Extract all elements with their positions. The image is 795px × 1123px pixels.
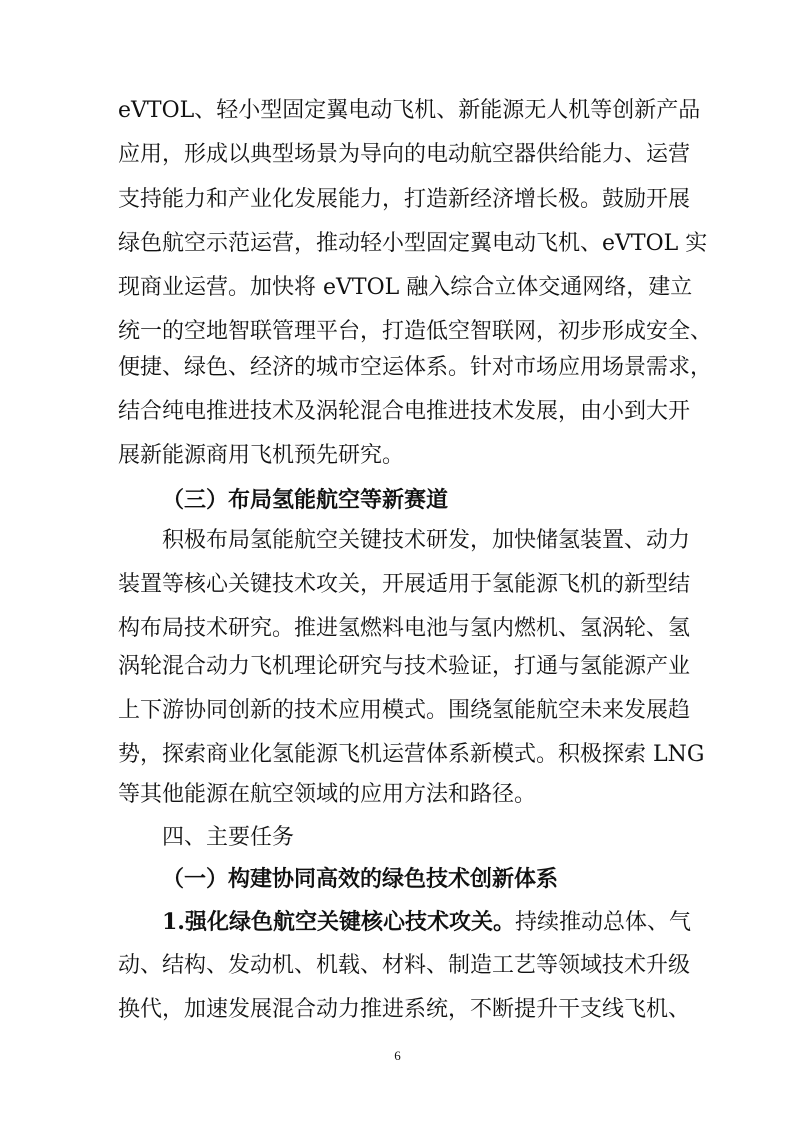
paragraph-line: eVTOL、轻小型固定翼电动飞机、新能源无人机等创新产品 — [118, 98, 701, 123]
paragraph-line: 构布局技术研究。推进氢燃料电池与氢内燃机、氢涡轮、氢 — [118, 616, 691, 641]
section-heading-1: （一）构建协同高效的绿色技术创新体系 — [162, 866, 559, 892]
paragraph-line: 现商业运营。加快将 eVTOL 融入综合立体交通网络，建立 — [118, 275, 693, 300]
paragraph-line: 上下游协同创新的技术应用模式。围绕氢能航空未来发展趋 — [118, 698, 691, 723]
paragraph-line: 势，探索商业化氢能源飞机运营体系新模式。积极探索 LNG — [118, 742, 705, 767]
list-item — [162, 907, 691, 938]
paragraph-line: 装置等核心关键技术攻关，开展适用于氢能源飞机的新型结 — [118, 572, 691, 597]
item-text: 持续推动总体、气 — [514, 910, 691, 935]
paragraph-line: 展新能源商用飞机预先研究。 — [118, 443, 405, 468]
paragraph-line: 应用，形成以典型场景为导向的电动航空器供给能力、运营 — [118, 142, 691, 167]
paragraph-line: 积极布局氢能航空关键技术研发，加快储氢装置、动力 — [162, 528, 691, 553]
paragraph-line: 便捷、绿色、经济的城市空运体系。针对市场应用场景需求， — [118, 355, 713, 380]
paragraph-line: 统一的空地智联管理平台，打造低空智联网，初步形成安全、 — [118, 319, 713, 344]
paragraph-line: 换代，加速发展混合动力推进系统，不断提升干支线飞机、 — [118, 997, 691, 1022]
paragraph-line: 动、结构、发动机、机载、材料、制造工艺等领域技术升级 — [118, 953, 691, 978]
paragraph-line: 绿色航空示范运营，推动轻小型固定翼电动飞机、eVTOL 实 — [118, 231, 708, 256]
paragraph-line: 结合纯电推进技术及涡轮混合电推进技术发展，由小到大开 — [118, 399, 691, 424]
paragraph-line: 等其他能源在航空领域的应用方法和路径。 — [118, 782, 537, 807]
paragraph-line: 支持能力和产业化发展能力，打造新经济增长极。鼓励开展 — [118, 187, 691, 212]
section-title-4: 四、主要任务 — [162, 825, 295, 850]
item-lead: 1.强化绿色航空关键核心技术攻关。 — [162, 909, 515, 935]
page-number: 6 — [394, 1048, 401, 1063]
paragraph-line: 涡轮混合动力飞机理论研究与技术验证，打通与氢能源产业 — [118, 654, 691, 679]
section-heading-3: （三）布局氢能航空等新赛道 — [162, 487, 449, 513]
